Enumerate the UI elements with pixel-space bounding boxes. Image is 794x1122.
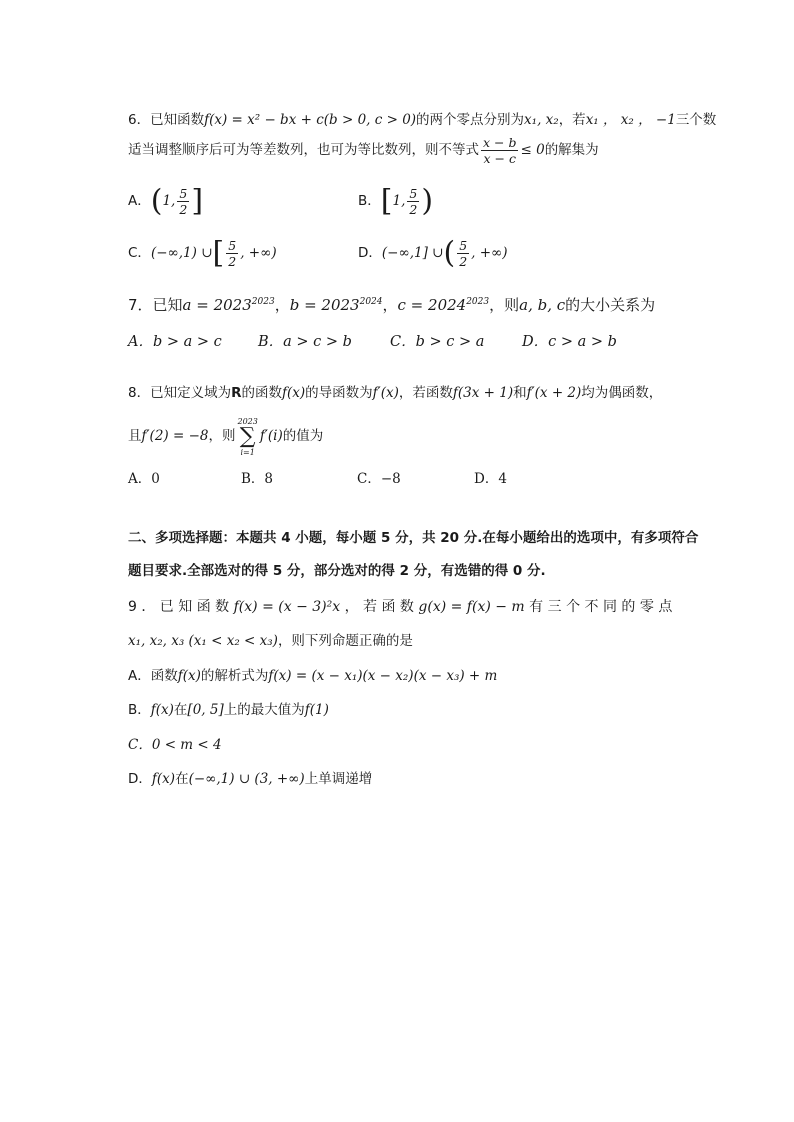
q6-option-c: C．(−∞,1) ∪[ $\frac{5}{2}$ , +∞) [128, 235, 277, 271]
q9-option-d [128, 769, 372, 789]
q9-option-b-interval: [0, 5] [187, 702, 224, 718]
q8-real-set: R [231, 385, 242, 401]
q9-stem-b: ， 若 函 数 [344, 599, 414, 615]
q8-line2-a: 且 [128, 428, 142, 444]
q6-option-b-label: B． [358, 193, 381, 209]
q8-sum-upper: 2023 [237, 416, 258, 426]
q6-a-frac-num: 5 [179, 186, 188, 201]
q9-option-b-mid2: 上的最大值为 [223, 702, 305, 718]
q6-ineq-numerator: x − b [483, 135, 517, 150]
q7-stem: 7．已知$a = 2023^{2023}$，$b = 2023^{2024}$，$c = 2024^{2023}$，则a, b, c的大小关系为 [128, 296, 656, 314]
q9-stem-line2 [128, 631, 413, 651]
q8-stem-e: 和 [513, 385, 527, 401]
q9-zeros: x₁, x₂, x₃ (x₁ < x₂ < x₃) [128, 633, 278, 649]
q9-option-a-pre: A．函数 [128, 668, 178, 684]
q6-option-c-label: C． [128, 245, 151, 261]
q6-stem-line1 [128, 110, 716, 130]
q9-stem-c: 有 三 个 不 同 的 零 点 [529, 599, 673, 615]
q8-option-c: C．−8 [357, 471, 401, 487]
q6-option-c-right: , +∞) [240, 245, 277, 261]
q7-c-exponent: 2023 [466, 297, 490, 307]
q8-stem-a: 8．已知定义域为 [128, 385, 232, 401]
q7-option-b: B．a > c > b [258, 334, 352, 350]
q8-fx: f(x) [282, 385, 306, 401]
q6-a-frac-den: 2 [179, 202, 188, 217]
q9-option-d-fx: f(x) [151, 771, 176, 787]
q8-line2-c: 的值为 [282, 428, 324, 444]
q8-fpx2: f′(x + 2) [526, 385, 582, 401]
q9-option-d-post: 上单调递增 [304, 771, 373, 787]
q9-option-a-mid: 的解析式为 [200, 668, 269, 684]
q7-option-d: D．c > a > b [522, 334, 617, 350]
q6-function: f(x) = x² − bx + c(b > 0, c > 0) [204, 112, 417, 128]
q6-stem-d: 三个数 [675, 112, 717, 128]
q6-ineq-denominator: x − c [483, 151, 516, 166]
q7-a-exponent: 2023 [251, 297, 275, 307]
q8-stem-c: 的导函数为 [305, 385, 373, 401]
q6-option-a: A．(1, $\frac{5}{2}$ ] [128, 183, 204, 219]
q8-option-d: D．4 [474, 471, 507, 487]
q8-f3x: f(3x + 1) [452, 385, 514, 401]
q6-stem-line2 [128, 133, 599, 167]
q6-d-frac-den: 2 [459, 254, 468, 269]
q9-option-d-interval: (−∞,1) ∪ (3, +∞) [188, 771, 305, 787]
q6-option-a-label: A． [128, 193, 151, 209]
q9-option-a-expr: f(x) = (x − x₁)(x − x₂)(x − x₃) + m [268, 668, 498, 684]
q6-zeros: x₁, x₂ [524, 112, 559, 128]
q7-stem-b: ，则 [489, 296, 520, 314]
q8-line2-b: ，则 [208, 428, 236, 444]
q9-option-a-fx: f(x) [177, 668, 201, 684]
q8-stem-line1 [128, 383, 662, 403]
q6-stem-b: 的两个零点分别为 [416, 112, 525, 128]
q8-fpx: f′(x) [372, 385, 399, 401]
q9-option-d-mid: 在 [175, 771, 189, 787]
q8-sum-lower: i=1 [240, 447, 255, 457]
q7-stem-c: 的大小关系为 [565, 296, 656, 314]
q7-option-c: C．b > c > a [390, 334, 485, 350]
q9-option-b-fx: f(x) [150, 702, 174, 718]
q6-option-d: D．(−∞,1] ∪( $\frac{5}{2}$ , +∞) [358, 235, 508, 271]
q8-stem-b: 的函数 [241, 385, 282, 401]
q6-option-d-left: (−∞,1] ∪ [381, 245, 444, 261]
q9-option-d-pre: D． [128, 771, 152, 787]
q9-option-b-mid: 在 [173, 702, 188, 718]
q6-option-c-left: (−∞,1) ∪ [150, 245, 213, 261]
q9-option-c: C．0 < m < 4 [128, 737, 222, 753]
q6-stem-c: ，若 [558, 112, 586, 128]
q6-b-frac-den: 2 [409, 202, 418, 217]
q8-fp2: f′(2) = −8 [141, 428, 209, 444]
q7-b-exponent: 2024 [359, 297, 383, 307]
q8-option-b: B．8 [241, 471, 274, 487]
q9-option-b [128, 700, 329, 720]
q9-gx-def: g(x) = f(x) − m [418, 599, 525, 615]
q6-d-frac-num: 5 [459, 238, 468, 253]
q8-stem-d: ，若函数 [398, 385, 453, 401]
section2-header-line2: 题目要求.全部选对的得 5 分，部分选对的得 2 分，有选错的得 0 分. [128, 563, 546, 579]
q9-option-b-pre: B． [128, 702, 151, 718]
q9-stem-a: 9 ． 已 知 函 数 [128, 599, 230, 615]
q6-c-frac-den: 2 [228, 254, 237, 269]
q6-values: x₁ ， x₂ ， −1 [585, 112, 676, 128]
q7-vars: a, b, c [519, 296, 566, 314]
q9-option-a [128, 666, 497, 686]
q9-stem-line1 [128, 597, 672, 617]
q6-b-frac-num: 5 [409, 186, 418, 201]
q8-summation: 2023 ∑ i=1 [237, 416, 258, 457]
q9-fx-def: f(x) = (x − 3)²x [233, 599, 341, 615]
q7-a-expr: a = 2023 [182, 296, 252, 314]
q7-option-a: A．b > a > c [128, 334, 222, 350]
q7-stem-a: 7．已知 [128, 296, 183, 314]
q6-stem-line2-b: 的解集为 [544, 142, 599, 158]
q7-c-expr: c = 2024 [397, 296, 467, 314]
q6-inequality-fraction [481, 135, 518, 166]
q6-ineq-relation: ≤ 0 [520, 142, 545, 158]
q6-option-d-label: D． [358, 245, 382, 261]
q6-stem-line2-a: 适当调整顺序后可为等差数列，也可为等比数列，则不等式 [128, 142, 479, 158]
q6-option-d-right: , +∞) [471, 245, 508, 261]
section2-header-line1: 二、多项选择题：本题共 4 小题，每小题 5 分，共 20 分.在每小题给出的选项中，有多项符合 [128, 530, 699, 546]
q8-option-a: A．0 [128, 471, 160, 487]
q9-stem-d: ，则下列命题正确的是 [277, 633, 413, 649]
q6-c-frac-num: 5 [228, 238, 237, 253]
q8-stem-line2 [128, 416, 323, 457]
q9-option-b-value: f(1) [304, 702, 329, 718]
q6-stem-a: 6．已知函数 [128, 112, 205, 128]
q8-stem-f: 均为偶函数， [581, 385, 663, 401]
q8-sum-term: f′(i) [259, 428, 283, 444]
q7-b-expr: b = 2023 [289, 296, 360, 314]
q6-option-b: B．[1, $\frac{5}{2}$ ) [358, 183, 434, 219]
